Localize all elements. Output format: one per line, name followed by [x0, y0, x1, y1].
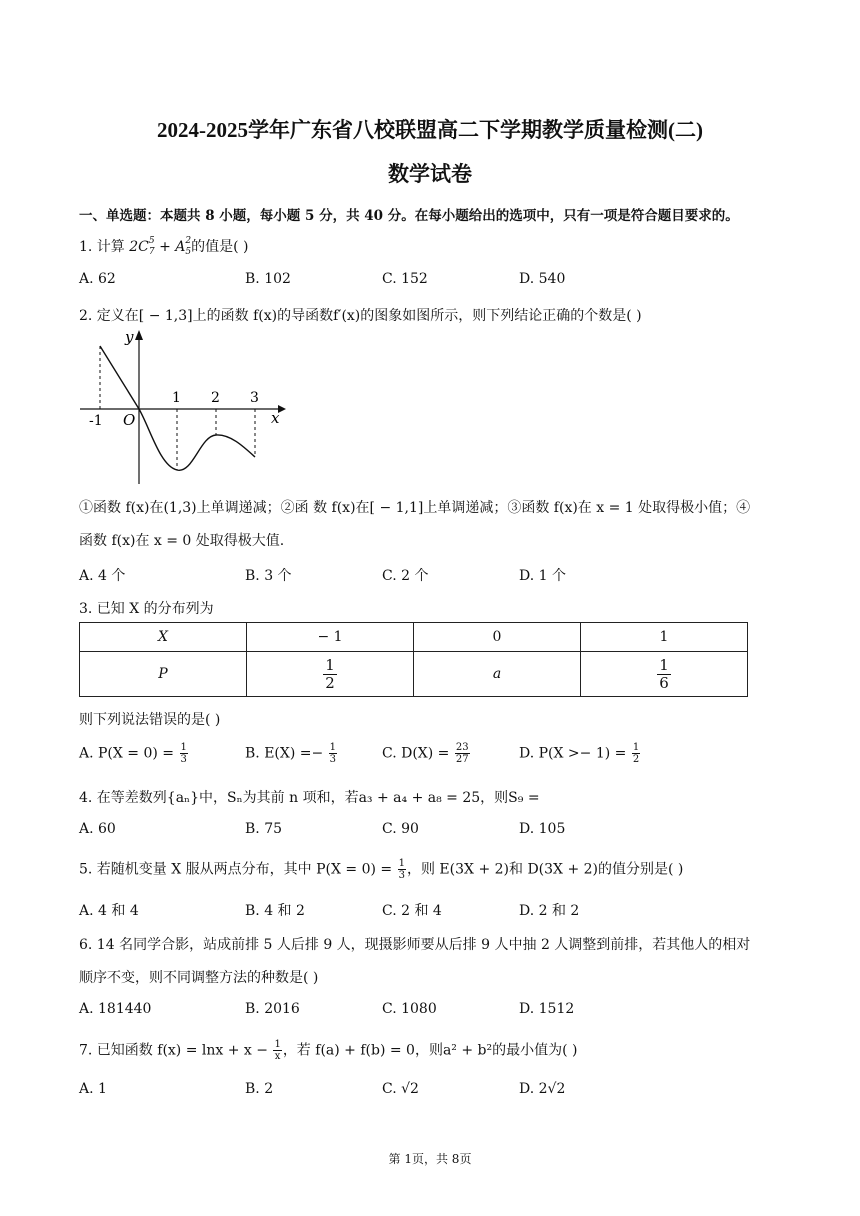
q1-option-c[interactable]: C. 152 [382, 271, 428, 287]
table-cell [581, 652, 748, 697]
q6-option-c[interactable]: C. 1080 [382, 1001, 437, 1017]
q2-statements-line1: ①函数 f(x)在(1,3)上单调递减；②函 数 f(x)在[ − 1,1]上单调递减；③函数 f(x)在 x = 1 处取得极小值；④ [79, 500, 751, 516]
tick-2: 2 [211, 390, 220, 406]
q5-option-b[interactable]: B. 4 和 2 [245, 903, 305, 919]
q3-option-b[interactable]: B. E(X) =− $\frac{1}{3}$ [245, 742, 337, 765]
y-label: y [125, 328, 134, 346]
tick-1: 1 [172, 390, 181, 406]
x-label: x [271, 409, 280, 427]
q6-option-a[interactable]: A. 181440 [79, 1001, 152, 1017]
table-cell: X [80, 623, 247, 652]
page-footer: 第 1页，共 8页 [388, 1152, 472, 1166]
q1-option-b[interactable]: B. 102 [245, 271, 291, 287]
y-axis-arrow [135, 330, 143, 340]
distribution-table [79, 622, 748, 697]
q1-option-d[interactable]: D. 540 [519, 271, 566, 287]
exam-title: 2024-2025学年广东省八校联盟高二下学期教学质量检测(二) [157, 118, 703, 142]
q7-option-b[interactable]: B. 2 [245, 1081, 274, 1097]
question-2: 2. 定义在[ − 1,3]上的函数 f(x)的导函数f′(x)的图象如图所示，则下列结论正确的个数是( ) [79, 308, 642, 324]
table-cell: 1 [581, 623, 748, 652]
q6-option-b[interactable]: B. 2016 [245, 1001, 300, 1017]
tick-minus-1: -1 [89, 413, 103, 429]
q5-option-a[interactable]: A. 4 和 4 [79, 903, 139, 919]
question-6-line1: 6. 14 名同学合影，站成前排 5 人后排 9 人，现摄影师要从后排 9 人中抽 2 人调整到前排，若其他人的相对 [79, 937, 751, 953]
q7-option-d[interactable]: D. 2√2 [519, 1081, 566, 1097]
q2-statements-line2: 函数 f(x)在 x = 0 处取得极大值. [79, 533, 285, 549]
q2-option-a[interactable]: A. 4 个 [79, 568, 126, 584]
q3-option-a[interactable]: A. P(X = 0) = $\frac{1}{3}$ [79, 742, 187, 765]
fraction: $\frac{1}{6}$ [659, 655, 669, 692]
q3-option-c[interactable]: C. D(X) = $\frac{23}{27}$ [382, 742, 469, 765]
origin-label: O [123, 411, 136, 429]
q2-option-b[interactable]: B. 3 个 [245, 568, 292, 584]
q5-option-d[interactable]: D. 2 和 2 [519, 903, 580, 919]
q3-option-d[interactable]: D. P(X >− 1) = $\frac{1}{2}$ [519, 742, 640, 765]
table-cell: 0 [414, 623, 581, 652]
q4-option-c[interactable]: C. 90 [382, 821, 419, 837]
exam-subtitle: 数学试卷 [388, 162, 472, 186]
q1-suffix: 的值是( ) [191, 239, 249, 255]
q7-option-c[interactable]: C. √2 [382, 1081, 419, 1097]
table-cell: a [414, 652, 581, 697]
q5-option-c[interactable]: C. 2 和 4 [382, 903, 442, 919]
q6-option-d[interactable]: D. 1512 [519, 1001, 575, 1017]
q4-option-d[interactable]: D. 105 [519, 821, 566, 837]
q3-question: 则下列说法错误的是( ) [79, 712, 221, 728]
q2-option-d[interactable]: D. 1 个 [519, 568, 566, 584]
question-3: 3. 已知 X 的分布列为 [79, 601, 214, 617]
derivative-graph [78, 328, 288, 488]
q1-prefix: 1. 计算 [79, 239, 130, 255]
q1-option-a[interactable]: A. 62 [79, 271, 116, 287]
table-row [80, 623, 748, 652]
question-5: 5. 若随机变量 X 服从两点分布，其中 P(X = 0) = $\frac{1}{3}$ ，则 E(3X + 2)和 D(3X + 2)的值分别是( ) [79, 858, 684, 881]
table-row [80, 652, 748, 697]
question-4: 4. 在等差数列{aₙ}中，Sₙ为其前 n 项和，若a₃ + a₄ + a₈ = 25，则S₉ = [79, 790, 540, 806]
question-7: 7. 已知函数 f(x) = lnx + x − $\frac{1}{x}$ ，若 f(a) + f(b) = 0，则a² + b²的最小值为( ) [79, 1039, 578, 1062]
table-cell: P [80, 652, 247, 697]
q7-option-a[interactable]: A. 1 [79, 1081, 107, 1097]
section-heading: 一、单选题：本题共 8 小题，每小题 5 分，共 40 分。在每小题给出的选项中，只有一项是符合题目要求的。 [79, 208, 739, 224]
question-6-line2: 顺序不变，则不同调整方法的种数是( ) [79, 970, 319, 986]
q2-option-c[interactable]: C. 2 个 [382, 568, 429, 584]
table-cell [247, 652, 414, 697]
q4-option-a[interactable]: A. 60 [79, 821, 116, 837]
table-cell: − 1 [247, 623, 414, 652]
question-1 [79, 236, 248, 257]
tick-3: 3 [250, 390, 259, 406]
q4-option-b[interactable]: B. 75 [245, 821, 283, 837]
fraction: $\frac{1}{2}$ [325, 655, 335, 692]
q1-expression: 2C $_{5 7}$ + A $_{2 5}$ [129, 236, 192, 257]
